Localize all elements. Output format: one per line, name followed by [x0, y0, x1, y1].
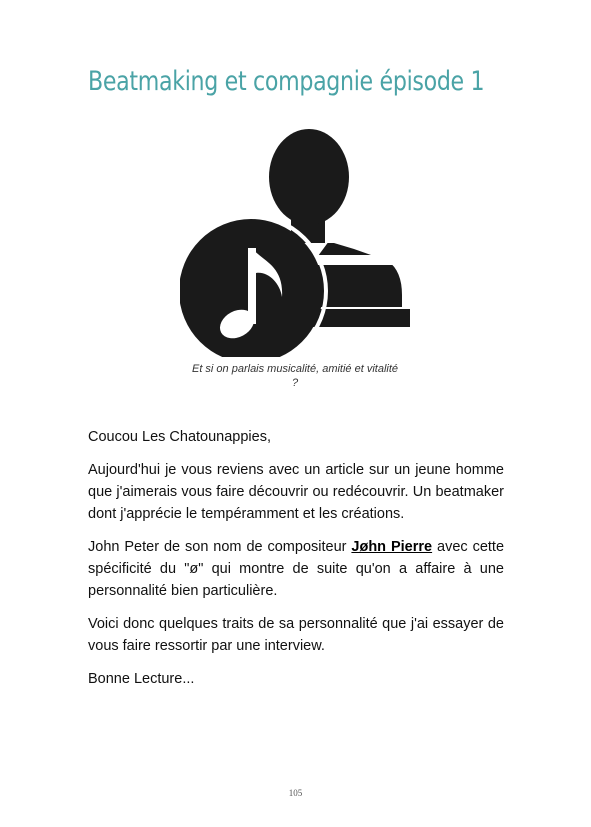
- article-body: [88, 426, 504, 701]
- paragraph-intro: Aujourd'hui je vous reviens avec un article sur un jeune homme que j'aimerais vous faire découvrir ou redécouvrir. Un beatmaker dont j'apprécie le tempéramment et les créations.: [88, 462, 504, 522]
- musician-avatar-music-note-icon: [180, 125, 410, 357]
- paragraph-interview: Voici donc quelques traits de sa personnalité que j'ai essayer de vous faire ressortir par une interview.: [88, 616, 504, 654]
- paragraph-composer: [88, 536, 504, 602]
- paragraph-composer-lead: John Peter de son nom de compositeur: [88, 539, 352, 555]
- article-title: Beatmaking et compagnie épisode 1: [88, 66, 485, 97]
- page-number: 105: [288, 788, 303, 798]
- paragraph-composer-rest: avec cette spécificité du "ø" qui montre de suite qu'on a affaire à une personnalité bien particulière.: [88, 539, 505, 599]
- composer-name-link[interactable]: Jøhn Pierre: [351, 539, 433, 555]
- image-caption: Et si on parlais musicalité, amitié et vitalité ?: [191, 363, 399, 389]
- greeting: Coucou Les Chatounappies,: [88, 429, 271, 445]
- closing-line: Bonne Lecture...: [88, 671, 195, 687]
